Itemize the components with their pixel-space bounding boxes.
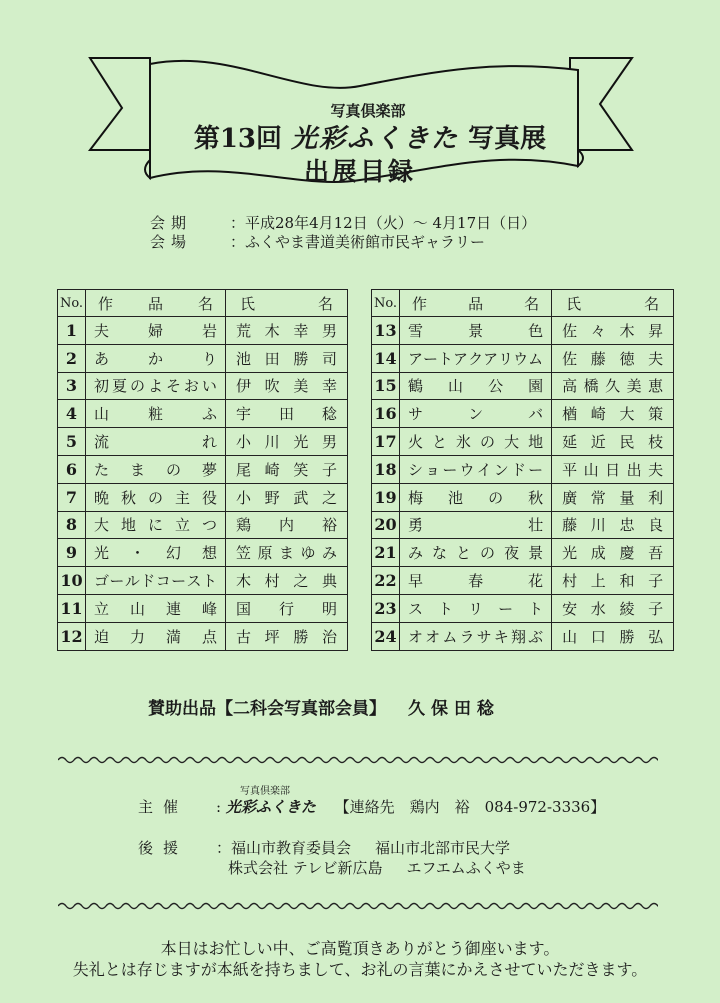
period-value: ：平成28年4月12日（火）～ 4月17日（日） (230, 214, 537, 232)
support-org-3: 株式会社 テレビ新広島 (228, 859, 383, 877)
entry-number: 21 (372, 539, 400, 567)
entry-author: 佐 々 木 昇 (552, 317, 674, 345)
support-org-1: ：福山市教育委員会 (216, 839, 352, 857)
entry-number: 11 (58, 594, 86, 622)
entry-author: 荒 木 幸 男 (226, 317, 348, 345)
entry-author: 高 橋 久 美 恵 (552, 372, 674, 400)
entry-title: オ オ ム ラ サ キ 翔 ぶ (400, 622, 552, 650)
entry-number: 8 (58, 511, 86, 539)
entry-author: 伊 吹 美 幸 (226, 372, 348, 400)
entry-title: サ ン バ (400, 400, 552, 428)
entry-author: 佐 藤 徳 夫 (552, 344, 674, 372)
entry-author: 山 口 勝 弘 (552, 622, 674, 650)
table-row (58, 428, 348, 456)
title-suffix: 写真展 (468, 124, 547, 154)
title-brand: 光彩ふくきた (291, 124, 460, 154)
wavy-divider-bottom (58, 899, 658, 913)
entry-number: 2 (58, 344, 86, 372)
entry-number: 19 (372, 483, 400, 511)
table-row (58, 317, 348, 345)
entry-title: 光 ・ 幻 想 (86, 539, 226, 567)
entry-author: 国 行 明 (226, 594, 348, 622)
entry-title: 勇 壮 (400, 511, 552, 539)
table-row (372, 317, 674, 345)
table-row (372, 344, 674, 372)
catalog-table-left (57, 289, 348, 651)
entry-number: 15 (372, 372, 400, 400)
table-row (58, 400, 348, 428)
entry-title: た ま の 夢 (86, 455, 226, 483)
host-contact: 【連絡先 鶏内 裕 084-972-3336】 (334, 798, 606, 816)
ribbon-left-fold (145, 64, 150, 178)
entry-title: み な と の 夜 景 (400, 539, 552, 567)
venue-row (150, 231, 485, 252)
entry-author: 平 山 日 出 夫 (552, 455, 674, 483)
entry-title: 火 と 氷 の 大 地 (400, 428, 552, 456)
table-row (58, 594, 348, 622)
entry-author: 小 川 光 男 (226, 428, 348, 456)
support-org-4: エフエムふくやま (406, 859, 526, 877)
period-row (150, 212, 536, 233)
thank-you-message (0, 938, 720, 980)
venue-label: 会場 (150, 233, 193, 251)
sponsor-line (148, 694, 500, 719)
title-prefix: 第13回 (193, 124, 283, 154)
entry-number: 10 (58, 567, 86, 595)
header-name: 氏 名 (226, 290, 348, 317)
entry-title: 鶴 山 公 園 (400, 372, 552, 400)
entry-author: 笠 原 ま ゆ み (226, 539, 348, 567)
sponsor-label: 賛助出品【二科会写真部会員】 (148, 699, 386, 719)
entry-author: 光 成 慶 吾 (552, 539, 674, 567)
table-row (58, 455, 348, 483)
entry-title: 立 山 連 峰 (86, 594, 226, 622)
entry-number: 6 (58, 455, 86, 483)
support-label: 後援 (138, 839, 189, 857)
entry-number: 13 (372, 317, 400, 345)
support-org-2: 福山市北部市民大学 (375, 839, 511, 857)
venue-value: ：ふくやま書道美術館市民ギャラリー (230, 233, 486, 251)
table-row (58, 567, 348, 595)
entry-number: 5 (58, 428, 86, 456)
thank-you-line-2: 失礼とは存じますが本紙を持ちまして、お礼の言葉にかえさせていただきます。 (72, 960, 648, 979)
page-subtitle: 出展目録 (303, 157, 416, 186)
entry-number: 22 (372, 567, 400, 595)
entry-author: 尾 崎 笑 子 (226, 455, 348, 483)
entry-author: 池 田 勝 司 (226, 344, 348, 372)
table-row (58, 372, 348, 400)
host-row: 主催 : 光彩ふくきた 【連絡先 鶏内 裕 084-972-3336】 (138, 798, 606, 816)
entry-author: 安 水 綾 子 (552, 594, 674, 622)
entry-author: 楢 崎 大 策 (552, 400, 674, 428)
entry-title: ア ー ト ア ク ア リ ウ ム (400, 344, 552, 372)
entry-title: あ か り (86, 344, 226, 372)
support-block (138, 838, 526, 878)
table-row (372, 455, 674, 483)
table-row (372, 567, 674, 595)
table-row (58, 511, 348, 539)
wavy-divider-top (58, 753, 658, 767)
host-label: 主催 (138, 798, 189, 816)
entry-title: 迫 力 満 点 (86, 622, 226, 650)
catalog-table-right (371, 289, 674, 651)
entry-title: ス ト リ ー ト (400, 594, 552, 622)
table-row (372, 594, 674, 622)
table-row (58, 539, 348, 567)
entry-author: 廣 常 量 利 (552, 483, 674, 511)
entry-author: 鶏 内 裕 (226, 511, 348, 539)
entry-title: 山 粧 ふ (86, 400, 226, 428)
entry-number: 17 (372, 428, 400, 456)
entry-number: 9 (58, 539, 86, 567)
thank-you-line-1: 本日はお忙しい中、ご高覧頂きありがとう御座います。 (160, 939, 560, 958)
header-name: 氏 名 (552, 290, 674, 317)
entry-author: 小 野 武 之 (226, 483, 348, 511)
table-header-row (58, 290, 348, 317)
entry-number: 3 (58, 372, 86, 400)
ribbon-left-tail (90, 58, 150, 150)
page-title (160, 118, 580, 155)
header-no: No. (58, 290, 86, 317)
entry-title: 早 春 花 (400, 567, 552, 595)
table-row (372, 483, 674, 511)
entry-author: 延 近 民 枝 (552, 428, 674, 456)
table-row (372, 400, 674, 428)
entry-number: 7 (58, 483, 86, 511)
sponsor-person: 久保田稔 (408, 699, 500, 719)
table-header-row (372, 290, 674, 317)
entry-title: 晩 秋 の 主 役 (86, 483, 226, 511)
table-row (372, 622, 674, 650)
entry-number: 24 (372, 622, 400, 650)
entry-number: 4 (58, 400, 86, 428)
host-club-label: 写真倶楽部 (240, 786, 290, 797)
table-row (58, 344, 348, 372)
entry-number: 14 (372, 344, 400, 372)
table-row (372, 539, 674, 567)
entry-title: 夫 婦 岩 (86, 317, 226, 345)
entry-title: 大 地 に 立 つ (86, 511, 226, 539)
entry-title: シ ョ ー ウ イ ン ド ー (400, 455, 552, 483)
header-work: 作 品 名 (86, 290, 226, 317)
entry-number: 16 (372, 400, 400, 428)
club-label: 写真倶楽部 (330, 102, 406, 120)
entry-number: 12 (58, 622, 86, 650)
table-row (58, 622, 348, 650)
entry-author: 木 村 之 典 (226, 567, 348, 595)
entry-author: 古 坪 勝 治 (226, 622, 348, 650)
header-no: No. (372, 290, 400, 317)
entry-number: 18 (372, 455, 400, 483)
table-row (372, 511, 674, 539)
entry-author: 藤 川 忠 良 (552, 511, 674, 539)
period-label: 会期 (150, 214, 193, 232)
table-row (372, 372, 674, 400)
entry-title: 流 れ (86, 428, 226, 456)
host-brand: 光彩ふくきた (225, 798, 316, 816)
header-work: 作 品 名 (400, 290, 552, 317)
table-row (372, 428, 674, 456)
entry-title: ゴ ー ル ド コ ー ス ト (86, 567, 226, 595)
entry-author: 村 上 和 子 (552, 567, 674, 595)
entry-title: 梅 池 の 秋 (400, 483, 552, 511)
entry-title: 初 夏 の よ そ お い (86, 372, 226, 400)
entry-number: 1 (58, 317, 86, 345)
table-row (58, 483, 348, 511)
entry-number: 23 (372, 594, 400, 622)
entry-author: 宇 田 稔 (226, 400, 348, 428)
entry-title: 雪 景 色 (400, 317, 552, 345)
entry-number: 20 (372, 511, 400, 539)
